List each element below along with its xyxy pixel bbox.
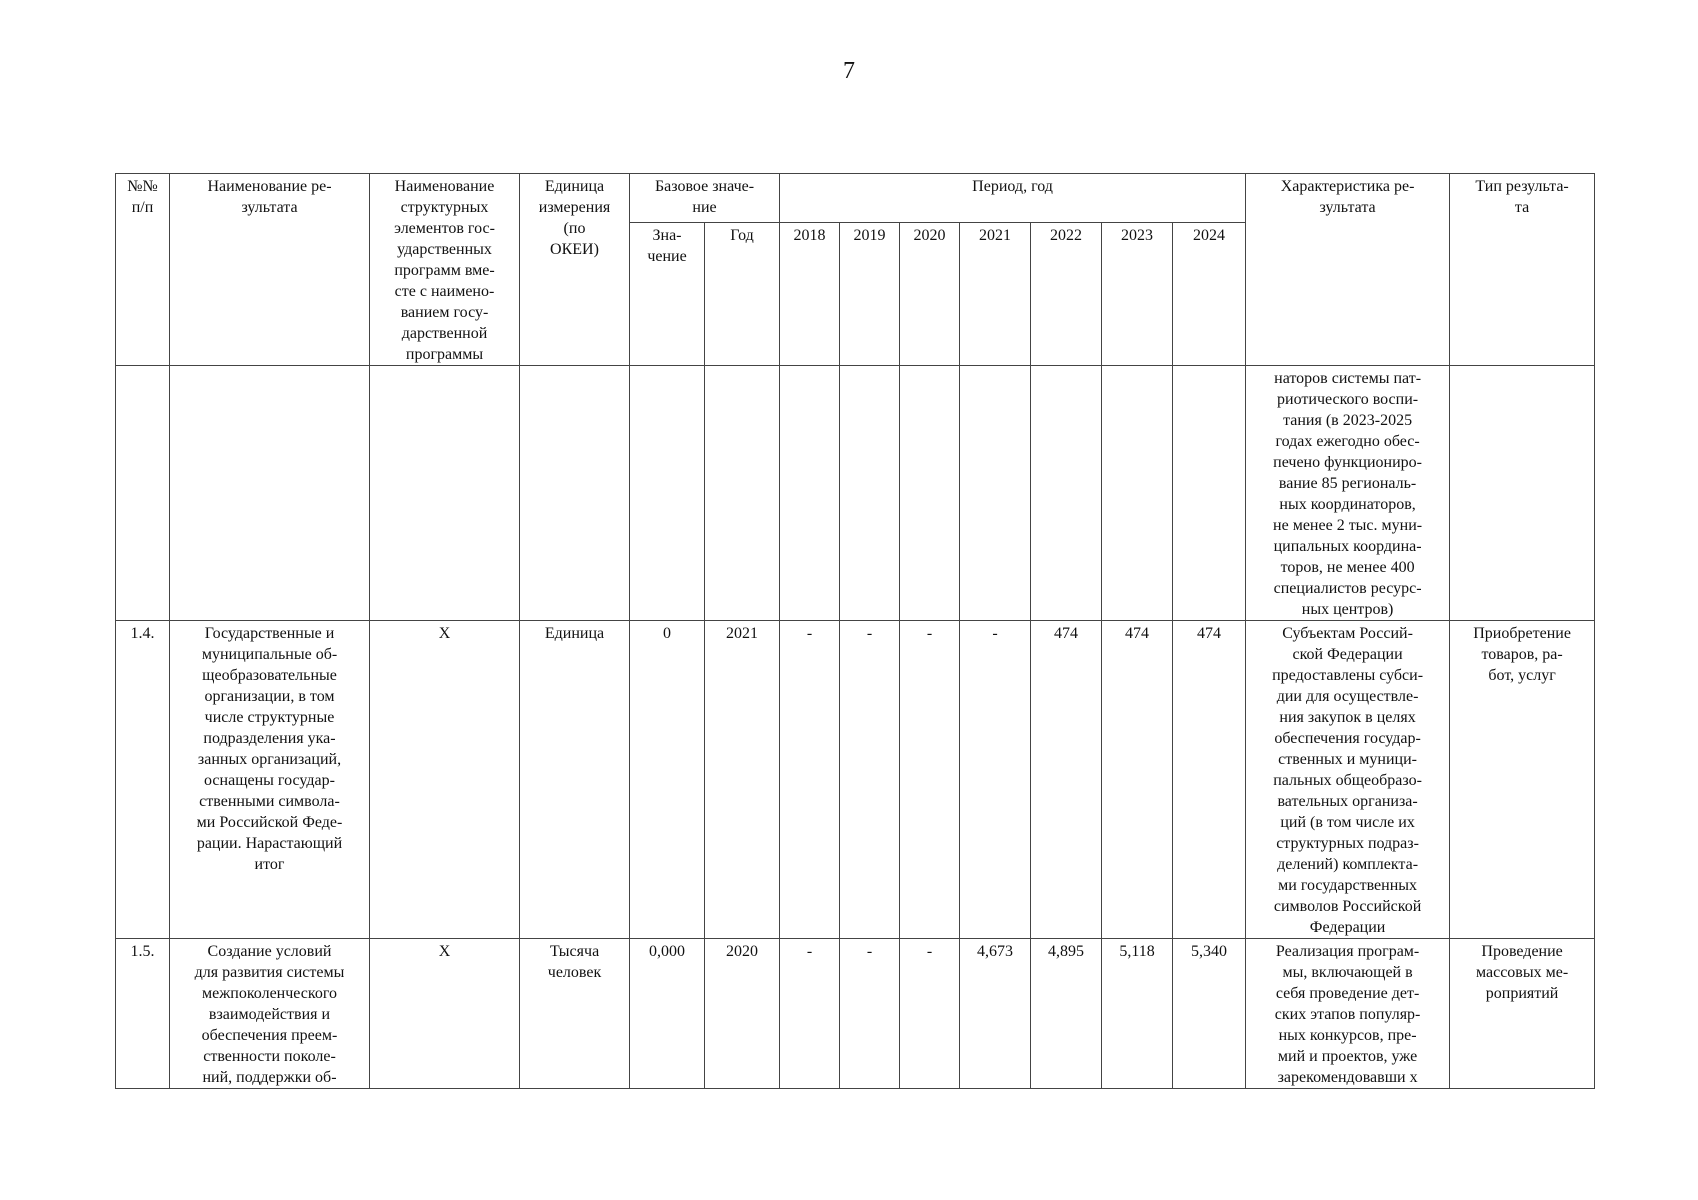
header-struct-elements <box>370 174 520 366</box>
cell-year-2023: 5,118 <box>1102 939 1173 1089</box>
text-line: структурных подраз- <box>1276 835 1419 852</box>
cell-empty <box>116 366 170 621</box>
cell-year-2019: - <box>840 939 900 1089</box>
text-line: зультата <box>241 199 298 216</box>
cell-result-type <box>1450 621 1595 939</box>
text-line: ных центров) <box>1301 601 1394 618</box>
text-line: Зна- <box>652 227 682 245</box>
text-line: ОКЕИ) <box>550 241 599 258</box>
text-line: себя проведение дет- <box>1275 985 1420 1002</box>
text-line: межпоколенческого <box>201 985 337 1002</box>
header-year-2022: 2022 <box>1031 223 1102 366</box>
cell-result-name <box>170 939 370 1089</box>
text-line: зарекомендовавши х <box>1277 1069 1418 1086</box>
cell-year-2019: - <box>840 621 900 939</box>
header-result-name <box>170 174 370 366</box>
table-row <box>116 621 1595 939</box>
cell-empty <box>1173 366 1246 621</box>
header-num <box>116 174 170 366</box>
text-line: предоставлены субси- <box>1272 667 1424 684</box>
text-line: мы, включающей в <box>1282 964 1413 981</box>
text-line: программ вме- <box>394 262 495 279</box>
cell-empty <box>370 366 520 621</box>
header-base-val-col <box>630 223 705 366</box>
text-line: Тысяча <box>549 943 600 960</box>
cell-num: 1.4. <box>116 621 170 939</box>
text-line: дии для осуществле- <box>1276 688 1419 705</box>
text-line: для развития системы <box>194 964 345 981</box>
text-line: ванием госу- <box>400 304 489 321</box>
text-line: ственности поколе- <box>203 1048 336 1065</box>
text-line: годах ежегодно обес- <box>1275 433 1420 450</box>
header-year-2018: 2018 <box>780 223 840 366</box>
text-line: Приобретение <box>1473 625 1571 642</box>
header-base-year-col: Год <box>705 223 780 366</box>
cell-base-year: 2021 <box>705 621 780 939</box>
text-line: зультата <box>1319 199 1376 216</box>
header-year-2024: 2024 <box>1173 223 1246 366</box>
text-line: Федерации <box>1309 919 1386 936</box>
text-line: дарственной <box>401 325 488 342</box>
cell-base-value: 0,000 <box>630 939 705 1089</box>
text-line: Характеристика ре- <box>1280 178 1415 195</box>
text-line: занных организаций, <box>197 751 342 768</box>
page-number: 7 <box>843 58 855 84</box>
cell-year-2020: - <box>900 621 960 939</box>
cell-year-2018: - <box>780 621 840 939</box>
header-year-2019: 2019 <box>840 223 900 366</box>
table-row-continuation <box>116 366 1595 621</box>
header-period: Период, год <box>780 174 1246 223</box>
cell-characteristic <box>1246 939 1450 1089</box>
text-line: ния закупок в целях <box>1279 709 1416 726</box>
cell-empty <box>1031 366 1102 621</box>
cell-unit <box>520 621 630 939</box>
text-line: (по <box>563 220 586 237</box>
header-year-2020: 2020 <box>900 223 960 366</box>
cell-year-2022: 4,895 <box>1031 939 1102 1089</box>
text-line: рации. Нарастающий <box>196 835 343 852</box>
cell-empty <box>780 366 840 621</box>
cell-struct: X <box>370 621 520 939</box>
text-line: ций (в том числе их <box>1280 814 1415 831</box>
cell-empty <box>960 366 1031 621</box>
text-line: не менее 2 тыс. муни- <box>1273 517 1423 534</box>
text-line: роприятий <box>1485 985 1559 1002</box>
text-line: Государственные и <box>204 625 335 642</box>
text-line: Базовое значе- <box>654 178 755 195</box>
text-line: ственных и муници- <box>1278 751 1417 768</box>
cell-year-2024: 474 <box>1173 621 1246 939</box>
text-line: ных координаторов, <box>1279 496 1416 513</box>
text-line: оснащены государ- <box>204 772 335 789</box>
cell-num: 1.5. <box>116 939 170 1089</box>
text-line: щеобразовательные <box>202 667 337 684</box>
text-line: подразделения ука- <box>203 730 336 747</box>
text-line: организации, в том <box>204 688 335 705</box>
header-year-2023: 2023 <box>1102 223 1173 366</box>
text-line: ний, поддержки об- <box>202 1069 337 1086</box>
header-characteristic <box>1246 174 1450 366</box>
text-line: Субъектам Россий- <box>1282 625 1413 642</box>
text-line: Создание условий <box>207 943 332 960</box>
cell-year-2021: - <box>960 621 1031 939</box>
text-line: Тип результа- <box>1475 178 1569 195</box>
text-line: ципальных координа- <box>1273 538 1422 555</box>
cell-characteristic <box>1246 621 1450 939</box>
text-line: чение <box>647 248 687 266</box>
cell-result-type <box>1450 939 1595 1089</box>
text-line: массовых ме- <box>1475 964 1569 981</box>
text-line: торов, не менее 400 <box>1280 559 1415 576</box>
text-line: структурных <box>400 199 489 216</box>
text-line: измерения <box>538 199 611 216</box>
text-line: символов Российской <box>1273 898 1422 915</box>
text-line: Наименование ре- <box>207 178 332 195</box>
text-line: делений) комплекта- <box>1277 856 1419 873</box>
header-unit <box>520 174 630 366</box>
text-line: обеспечения государ- <box>1274 730 1421 747</box>
text-line: наторов системы пат- <box>1274 370 1422 387</box>
text-line: элементов гос- <box>394 220 495 237</box>
text-line: Реализация програм- <box>1275 943 1420 960</box>
text-line: ской Федерации <box>1292 646 1403 663</box>
text-line: ных конкурсов, пре- <box>1278 1027 1417 1044</box>
text-line: товаров, ра- <box>1481 646 1563 663</box>
text-line: итог <box>254 856 285 873</box>
cell-base-value: 0 <box>630 621 705 939</box>
cell-empty <box>1450 366 1595 621</box>
text-line: Единица <box>544 178 605 195</box>
text-line: специалистов ресурс- <box>1273 580 1422 597</box>
text-line: бот, услуг <box>1488 667 1556 684</box>
table-row <box>116 939 1595 1089</box>
text-line: риотического воспи- <box>1277 391 1419 408</box>
text-line: Единица <box>544 625 605 642</box>
text-line: ми Российской Феде- <box>196 814 343 831</box>
text-line: программы <box>405 346 484 363</box>
cell-empty <box>705 366 780 621</box>
cell-unit <box>520 939 630 1089</box>
text-line: взаимодействия и <box>208 1006 331 1023</box>
text-line: п/п <box>131 199 154 216</box>
cell-struct: X <box>370 939 520 1089</box>
text-line: ственными символа- <box>199 793 340 810</box>
cell-empty <box>840 366 900 621</box>
text-line: человек <box>547 964 602 981</box>
text-line: Наименование <box>394 178 495 195</box>
cell-empty <box>630 366 705 621</box>
text-line: тания (в 2023-2025 <box>1283 412 1413 429</box>
cell-year-2021: 4,673 <box>960 939 1031 1089</box>
text-line: вание 85 региональ- <box>1278 475 1417 492</box>
cell-empty <box>170 366 370 621</box>
text-line: Проведение <box>1481 943 1563 960</box>
text-line: ми государственных <box>1278 877 1418 894</box>
cell-empty <box>900 366 960 621</box>
text-line: муниципальные об- <box>201 646 338 663</box>
cell-characteristic <box>1246 366 1450 621</box>
cell-year-2020: - <box>900 939 960 1089</box>
text-line: ударственных <box>397 241 492 258</box>
cell-result-name <box>170 621 370 939</box>
cell-base-year: 2020 <box>705 939 780 1089</box>
cell-empty <box>520 366 630 621</box>
cell-empty <box>1102 366 1173 621</box>
cell-year-2018: - <box>780 939 840 1089</box>
text-line: та <box>1514 199 1530 216</box>
header-result-type <box>1450 174 1595 366</box>
text-line: ских этапов популяр- <box>1274 1006 1421 1023</box>
text-line: сте с наимено- <box>394 283 495 300</box>
cell-year-2023: 474 <box>1102 621 1173 939</box>
text-line: мий и проектов, уже <box>1277 1048 1418 1065</box>
text-line: пальных общеобразо- <box>1273 772 1422 789</box>
text-line: №№ <box>127 178 158 195</box>
results-table <box>115 173 1595 1089</box>
text-line: ние <box>692 199 717 216</box>
header-year-2021: 2021 <box>960 223 1031 366</box>
cell-year-2024: 5,340 <box>1173 939 1246 1089</box>
text-line: обеспечения преем- <box>201 1027 338 1044</box>
text-line: печено функциониро- <box>1273 454 1422 471</box>
text-line: вательных организа- <box>1277 793 1418 810</box>
text-line: числе структурные <box>204 709 335 726</box>
header-base-value <box>630 174 780 223</box>
cell-year-2022: 474 <box>1031 621 1102 939</box>
header-row-1 <box>116 174 1595 223</box>
